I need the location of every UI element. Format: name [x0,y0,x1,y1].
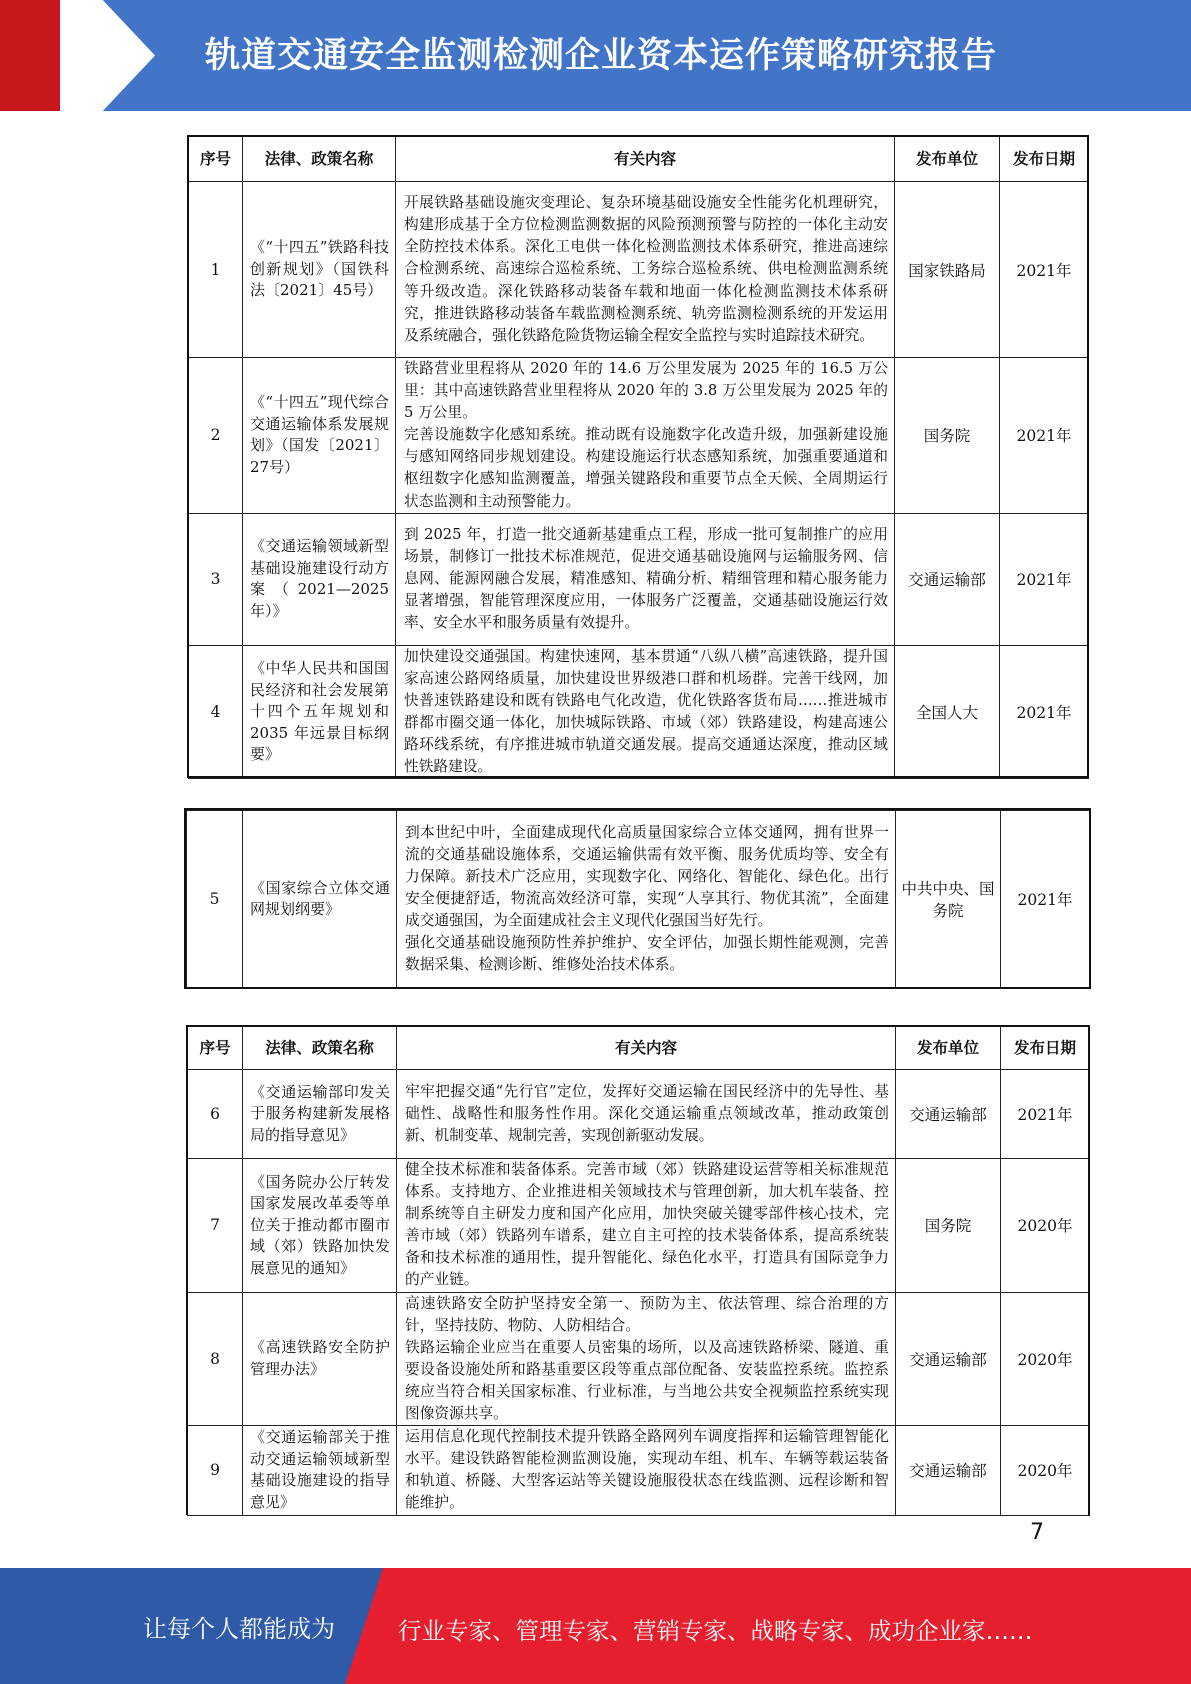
issuing-unit: 交通运输部 [895,513,1000,645]
issue-year: 2021年 [1001,1070,1090,1159]
row-no: 1 [189,182,243,358]
col-header-unit: 发布单位 [895,137,1000,182]
table-row [188,1292,1090,1426]
policy-content: 运用信息化现代控制技术提升铁路全路网列车调度指挥和运输管理智能化水平。建设铁路智能检测监测设施，实现动车组、机车、车辆等载运装备和轨道、桥隧、大型客运站等关键设施服役状态在线监测、远程诊断和智能维护。 [397,1426,896,1515]
policy-name: 《“十四五”铁路科技创新规划》（国铁科法〔2021〕45号） [243,182,396,358]
table-row [189,182,1089,358]
issue-year: 2021年 [1000,513,1089,645]
policy-name: 《国家综合立体交通网规划纲要》 [243,811,397,988]
row-no: 2 [189,358,243,514]
issuing-unit: 国务院 [896,1159,1001,1293]
policy-table-1 [188,136,1089,779]
issuing-unit: 国家铁路局 [895,182,1000,358]
table-row [189,645,1089,779]
table-header-row [189,137,1089,182]
issuing-unit: 中共中央、国务院 [896,811,1001,988]
header-white-chevron [60,0,155,111]
row-no: 9 [188,1426,243,1515]
policy-content: 到本世纪中叶，全面建成现代化高质量国家综合立体交通网，拥有世界一流的交通基础设施体系，交通运输供需有效平衡、服务优质均等、安全有力保障。新技术广泛应用，实现数字化、网络化、智能化、绿色化。出行安全便捷舒适，物流高效经济可靠，实现“人享其行、物优其流”，全面建成交通强国，为全面建成社会主义现代化强国当好先行。 强化交通基础设施预防性养护维护、安全评估，加强长期性能观测，完善数据采集、检测诊断、维修处治技术体系。 [397,811,896,988]
col-header-date: 发布日期 [1001,1027,1090,1070]
table-row [189,513,1089,645]
issuing-unit: 交通运输部 [896,1292,1001,1426]
policy-content: 高速铁路安全防护坚持安全第一、预防为主、依法管理、综合治理的方针，坚持技防、物防、人防相结合。 铁路运输企业应当在重要人员密集的场所，以及高速铁路桥梁、隧道、重要设备设施处所和路基重要区段等重点部位配备、安装监控系统。监控系统应当符合相关国家标准、行业标准，与当地公共安全视频监控系统实现图像资源共享。 [397,1292,896,1426]
col-header-name: 法律、政策名称 [243,1027,397,1070]
footer-slogan-right: 行业专家、管理专家、营销专家、战略专家、成功企业家…… [398,1617,1033,1645]
policy-name: 《“十四五”现代综合交通运输体系发展规划》（国发〔2021〕27号） [243,358,396,514]
col-header-content: 有关内容 [396,137,895,182]
issue-year: 2021年 [1000,182,1089,358]
issue-year: 2020年 [1001,1426,1090,1515]
col-header-unit: 发布单位 [896,1027,1001,1070]
table-row [187,811,1090,988]
page-number: 7 [1030,1520,1044,1545]
issue-year: 2021年 [1000,358,1089,514]
col-header-no: 序号 [188,1027,243,1070]
table-row [189,358,1089,514]
report-title: 轨道交通安全监测检测企业资本运作策略研究报告 [205,36,998,76]
table-row [188,1070,1090,1159]
policy-name: 《国务院办公厅转发国家发展改革委等单位关于推动都市圈市域（郊）铁路加快发展意见的通知》 [243,1159,397,1293]
table-row [188,1159,1090,1293]
policy-name: 《交通运输部关于推动交通运输领域新型基础设施建设的指导意见》 [243,1426,397,1515]
policy-name: 《高速铁路安全防护管理办法》 [243,1292,397,1426]
row-no: 4 [189,645,243,779]
row-no: 6 [188,1070,243,1159]
row-no: 5 [187,811,243,988]
issuing-unit: 交通运输部 [896,1426,1001,1515]
policy-content: 牢牢把握交通“先行官”定位，发挥好交通运输在国民经济中的先导性、基础性、战略性和服务性作用。深化交通运输重点领域改革，推动政策创新、机制变革、规制完善，实现创新驱动发展。 [397,1070,896,1159]
footer-banner [0,1568,1191,1684]
col-header-no: 序号 [189,137,243,182]
issue-year: 2021年 [1001,811,1090,988]
issue-year: 2020年 [1001,1292,1090,1426]
col-header-name: 法律、政策名称 [243,137,396,182]
issuing-unit: 国务院 [895,358,1000,514]
issue-year: 2021年 [1000,645,1089,779]
policy-name: 《中华人民共和国国民经济和社会发展第十四个五年规划和 2035 年远景目标纲要》 [243,645,396,779]
policy-content: 到 2025 年，打造一批交通新基建重点工程，形成一批可复制推广的应用场景，制修订一批技术标准规范，促进交通基础设施网与运输服务网、信息网、能源网融合发展，精准感知、精确分析、精细管理和精心服务能力显著增强，智能管理深度应用，一体服务广泛覆盖，交通基础设施运行效率、安全水平和服务质量有效提升。 [396,513,895,645]
issue-year: 2020年 [1001,1159,1090,1293]
policy-content: 健全技术标准和装备体系。完善市域（郊）铁路建设运营等相关标准规范体系。支持地方、企业推进相关领域技术与管理创新，加大机车装备、控制系统等自主研发力度和国产化应用，加快突破关键零部件核心技术，完善市域（郊）铁路列车谱系，建立自主可控的技术装备体系，提高系统装备和技术标准的通用性，提升智能化、绿色化水平，打造具有国际竞争力的产业链。 [397,1159,896,1293]
row-no: 8 [188,1292,243,1426]
policy-content: 开展铁路基础设施灾变理论、复杂环境基础设施安全性能劣化机理研究，构建形成基于全方位检测监测数据的风险预测预警与防控的一体化主动安全防控技术体系。深化工电供一体化检测监测技术体系研究，推进高速综合检测系统、高速综合巡检系统、工务综合巡检系统、供电检测监测系统等升级改造。深化铁路移动装备车载和地面一体化检测监测技术体系研究，推进铁路移动装备车载监测检测系统、轨旁监测检测系统的开发运用及系统融合，强化铁路危险货物运输全程安全监控与实时追踪技术研究。 [396,182,895,358]
table-row [188,1426,1090,1515]
policy-table-2 [186,810,1090,988]
policy-content: 加快建设交通强国。构建快速网，基本贯通“八纵八横”高速铁路，提升国家高速公路网络质量，加快建设世界级港口群和机场群。完善干线网，加快普速铁路建设和既有铁路电气化改造，优化铁路客货布局……推进城市群都市圈交通一体化，加快城际铁路、市域（郊）铁路建设，构建高速公路环线系统，有序推进城市轨道交通发展。提高交通通达深度，推动区域性铁路建设。 [396,645,895,779]
table-header-row [188,1027,1090,1070]
footer-slogan-left: 让每个人都能成为 [143,1615,335,1643]
col-header-content: 有关内容 [397,1027,896,1070]
policy-name: 《交通运输部印发关于服务构建新发展格局的指导意见》 [243,1070,397,1159]
policy-table-3 [187,1026,1090,1516]
issuing-unit: 全国人大 [895,645,1000,779]
col-header-date: 发布日期 [1000,137,1089,182]
policy-content: 铁路营业里程将从 2020 年的 14.6 万公里发展为 2025 年的 16.5 万公里：其中高速铁路营业里程将从 2020 年的 3.8 万公里发展为 2025 年的 5 万公里。 完善设施数字化感知系统。推动既有设施数字化改造升级，加强新建设施与感知网络同步规划建设。构建设施运行状态感知系统，加强重要通道和枢纽数字化感知监测覆盖，增强关键路段和重要节点全天候、全周期运行状态监测和主动预警能力。 [396,358,895,514]
header-banner [0,0,1191,111]
row-no: 7 [188,1159,243,1293]
issuing-unit: 交通运输部 [896,1070,1001,1159]
row-no: 3 [189,513,243,645]
policy-name: 《交通运输领域新型基础设施建设行动方案（2021—2025年）》 [243,513,396,645]
